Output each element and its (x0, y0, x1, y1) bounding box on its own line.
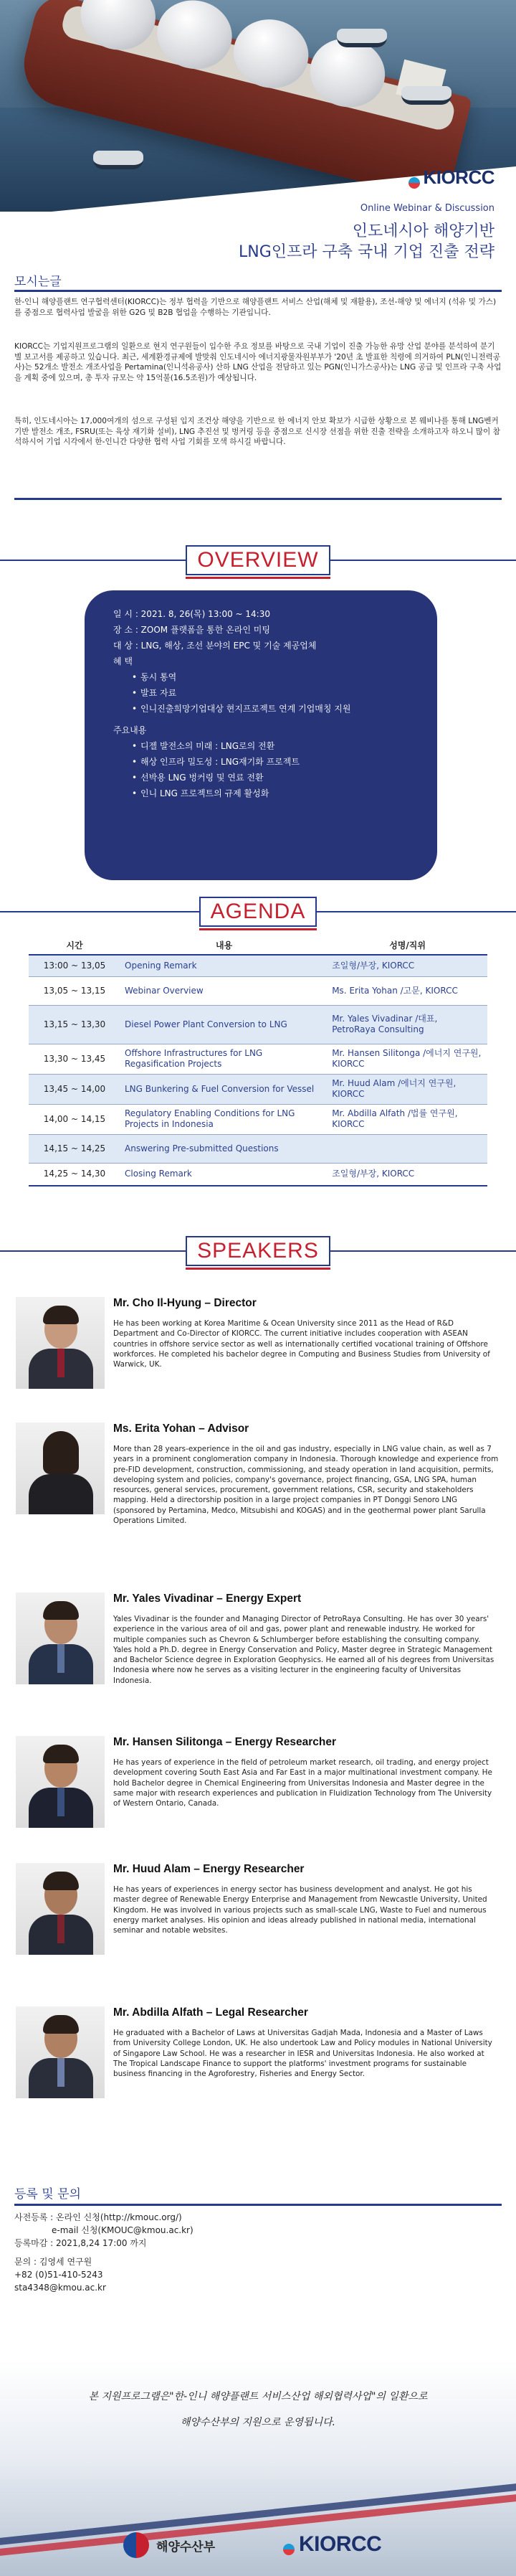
speaker-bio: More than 28 years-experience in the oil and gas industry, especially in LNG value chain, as well as 7 years in a prominent conglomeration company in Indonesia. Thorough knowledge and experience from pre-FID development, construction, commissioning, and steady operation in land acquisition, permits, developing system and policies, company's governance, project financing, GSA, LNG SPA, human resources, general services, procurement, government relations, CSR, security and stakeholders mapping. Held a directorship position in a large project companies in PT Donggi Senoro LNG (sponsored by Pertamina, Medco, Mitsubishi and KOGAS) and in the geothermal power plant Sarulla Operations Limited. (113, 1445, 499, 1526)
agenda-row (29, 976, 487, 1005)
agenda-banner (0, 895, 516, 928)
contact-email[interactable]: sta4348@kmou.ac.kr (14, 2283, 106, 2293)
kiorcc-logo-mark (408, 177, 420, 189)
speaker-name: Ms. Erita Yohan – Advisor (113, 1423, 249, 1435)
agenda-topic: Diesel Power Plant Conversion to LNG (120, 1005, 328, 1044)
speaker-photo (16, 1297, 105, 1389)
agenda-time: 13:00 ~ 13,05 (29, 955, 120, 976)
registration-email[interactable]: e-mail 신청(KMOUC@kmou.ac.kr) (52, 2225, 194, 2235)
speaker-name: Mr. Hansen Silitonga – Energy Researcher (113, 1736, 336, 1748)
greeting-paragraph-2: KIORCC는 기업지원프로그램의 일환으로 현지 연구원들이 입수한 주요 정보를 바탕으로 국내 기업이 진출 가능한 유망 산업 분야를 분석하여 분기별 보고서를 제공하고 있습니다. 최근, 세계환경규제에 발맞춰 인도네시아 에너지광물자원부부가 '20년 초 발표한 칙령에 의거하여 PLN(인니전력공사)는 52개소 발전소 개조사업을 Pertamina(인니석유공사) 산하 LNG 산업을 전담하고 있는 PGN(인니가스공사)는 LNG 공급 및 인프라 구축 사업을 계획 중에 있으며, 총 투자 규모는 약 15억불(16.5조원)가 예상됩니다. (14, 342, 502, 382)
benefit-item: • 동시 통역 (113, 669, 408, 685)
speaker-photo (16, 1593, 105, 1684)
contact-person: 문의 : 김영세 연구원 (14, 2257, 92, 2267)
agenda-time: 14,00 ~ 14,15 (29, 1104, 120, 1134)
agenda-time: 13,30 ~ 13,45 (29, 1044, 120, 1074)
agenda-time: 13,15 ~ 13,30 (29, 1005, 120, 1044)
agenda-speaker: Mr. Abdilla Alfath /법률 연구원, KIORCC (328, 1104, 487, 1134)
speaker-bio: He graduated with a Bachelor of Laws at Universitas Gadjah Mada, Indonesia and a Master of Laws from University College London, UK. He also undertook Law and Policy modules in National University of Singapore Law School. He was a researcher in IESR and Universitas Indonesia. He also worked at The Tropical Landscape Finance to support the platforms' investment programs for sustainable business financing in the Agroforestry, Fisheries and Energy Sector. (113, 2029, 492, 2079)
agenda-row (29, 1044, 487, 1074)
speakers-banner (0, 1234, 516, 1268)
agenda-time: 14,25 ~ 14,30 (29, 1163, 120, 1186)
agenda-speaker: Mr. Hansen Silitonga /에너지 연구원, KIORCC (328, 1044, 487, 1074)
overview-topics-label: 주요내용 (113, 725, 147, 735)
speaker-bio: Yales Vivadinar is the founder and Managing Director of PetroRaya Consulting. He has over 30 years' experience in the various area of oil and gas, power plant and renewable industry. He worked for multiple companies such as Chevron & Schlumberger before establishing the consulting company. Yales hold a Ph.D. degree in Energy Conservation and Policy, Master degree in Strategic Management and Bachelor Science degree in Exploration Geophysics. He earned all of his degrees from Universitas Indonesia where now he serves as a visiting lecturer in the engineering faculty of Universitas Indonesia. (113, 1615, 494, 1685)
agenda-topic: Answering Pre-submitted Questions (120, 1134, 328, 1163)
speaker-name: Mr. Yales Vivadinar – Energy Expert (113, 1593, 302, 1605)
ministry-emblem-icon (123, 2532, 149, 2558)
registration-deadline: 등록마감 : 2021,8,24 17:00 까지 (14, 2238, 147, 2248)
speaker-card (0, 1736, 516, 1836)
speaker-photo (16, 1736, 105, 1828)
agenda-time: 13,45 ~ 14,00 (29, 1074, 120, 1104)
kiorcc-logo-mark (283, 2544, 296, 2557)
speaker-bio: He has years of experiences in energy sector has business development and analyst. He got his master degree of Renewable Energy Enterprise and Management from Newcastle University, United Kingdom. He was involved in various projects such as small-scale LNG, Waste to Fuel and numerous energy market analyses. His opinion and ideas already published in national media, international seminar and notable websites. (113, 1885, 487, 1935)
speaker-card (0, 1297, 516, 1405)
registration-heading: 등록 및 문의 (14, 2187, 81, 2202)
agenda-row (29, 955, 487, 976)
overview-benefits-label: 혜 택 (113, 656, 133, 666)
agenda-row (29, 1104, 487, 1134)
agenda-speaker: Mr. Yales Vivadinar /대표, PetroRaya Consulting (328, 1005, 487, 1044)
agenda-title: AGENDA (199, 897, 317, 927)
agenda-topic: Regulatory Enabling Conditions for LNG Projects in Indonesia (120, 1104, 328, 1134)
contact-phone: +82 (0)51-410-5243 (14, 2270, 103, 2280)
speaker-card (0, 1593, 516, 1707)
agenda-speaker (328, 1134, 487, 1163)
footer-kiorcc-logo: KIORCC (283, 2532, 381, 2557)
agenda-speaker: Mr. Huud Alam /에너지 연구원, KIORCC (328, 1074, 487, 1104)
agenda-topic: Offshore Infrastructures for LNG Regasification Projects (120, 1044, 328, 1074)
overview-banner (0, 544, 516, 577)
agenda-time: 13,05 ~ 13,15 (29, 976, 120, 1005)
topic-item: • 인니 LNG 프로젝트의 규제 활성화 (113, 785, 408, 801)
agenda-header-time: 시간 (29, 936, 120, 955)
agenda-speaker: Ms. Erita Yohan /고문, KIORCC (328, 976, 487, 1005)
greeting-heading: 모시는글 (14, 275, 62, 289)
speaker-name: Mr. Cho Il-Hyung – Director (113, 1297, 257, 1309)
event-tagline: Online Webinar & Discussion (360, 203, 494, 214)
registration-rule (14, 2204, 502, 2206)
speaker-photo (16, 1423, 105, 1514)
speaker-card (0, 2006, 516, 2121)
topic-item: • 디젤 발전소의 미래 : LNG로의 전환 (113, 738, 408, 754)
agenda-row (29, 1134, 487, 1163)
agenda-time: 14,15 ~ 14,25 (29, 1134, 120, 1163)
topic-item: • 선박용 LNG 벙커링 및 연료 전환 (113, 770, 408, 785)
greeting-paragraph-3: 특히, 인도네시아는 17,000여개의 섬으로 구성된 입지 조건상 해양을 기반으로 한 에너지 안보 확보가 시급한 상황으로 본 웨비나를 통해 LNG벤커 기반 발전소 개조, FSRU(또는 육상 재기화 설비), LNG 추진선 및 벙커링 등을 중점으로 신시장 선점을 위한 진출 전략을 소개하고자 하오니 많이 참석하시어 기업 시각에서 한-인니간 다양한 협력 사업 기회를 모색 하시길 바랍니다. (14, 417, 500, 446)
greeting-rule (14, 290, 502, 292)
support-note-line1: 본 지원프로그램은"한-인니 해양플랜트 서비스산업 해외협력사업"의 일환으로 (88, 2391, 428, 2402)
kiorcc-logo: KIORCC (408, 166, 494, 189)
speaker-photo (16, 1863, 105, 1955)
agenda-topic: Opening Remark (120, 955, 328, 976)
overview-place: 장 소 : ZOOM 플랫폼을 통한 온라인 미팅 (113, 625, 270, 635)
speaker-bio: He has been working at Korea Maritime & Ocean University since 2011 as the Head of R&D Department and Co-Director of KIORCC. The current initiative includes cooperation with ASEAN countries in offshore service sector as well as internationally certified vocational training of Offshore workforces. He completed his bachelor degree in Computing and Business Studies from University of Warwick, UK. (113, 1319, 490, 1369)
benefit-item: • 발표 자료 (113, 685, 408, 701)
agenda-speaker: 조일형/부장, KIORCC (328, 1163, 487, 1186)
speakers-title: SPEAKERS (186, 1236, 330, 1266)
agenda-speaker: 조일형/부장, KIORCC (328, 955, 487, 976)
greeting-paragraph-1: 한-인니 해양플랜트 연구협력센터(KIORCC)는 정부 협력을 기반으로 해양플랜트 서비스 산업(해체 및 재활용), 조선-해양 및 에너지 (석유 및 가스)를 중점으로 협력사업 발굴을 위한 G2G 및 B2B 협업을 수행하는 기관입니다. (14, 298, 497, 317)
agenda-topic: Closing Remark (120, 1163, 328, 1186)
speaker-photo (16, 2006, 105, 2098)
event-title-line2: LNG인프라 구축 국내 기업 진출 전략 (238, 243, 494, 261)
overview-target: 대 상 : LNG, 해상, 조선 분야의 EPC 및 기술 제공업체 (113, 641, 317, 651)
agenda-header-row (29, 936, 487, 955)
ministry-logo: 해양수산부 (123, 2532, 215, 2558)
overview-panel (85, 590, 437, 880)
registration-online[interactable]: 사전등록 : 온라인 신청(http://kmouc.org/) (14, 2212, 182, 2222)
speaker-name: Mr. Abdilla Alfath – Legal Researcher (113, 2006, 308, 2019)
event-title-line1: 인도네시아 해양기반 (352, 222, 494, 240)
agenda-row (29, 1005, 487, 1044)
overview-date: 일 시 : 2021. 8, 26(목) 13:00 ~ 14:30 (113, 609, 270, 619)
agenda-topic: Webinar Overview (120, 976, 328, 1005)
registration-info (14, 2211, 194, 2294)
overview-title: OVERVIEW (186, 545, 330, 575)
greeting-bottom-rule (14, 498, 502, 500)
agenda-row (29, 1163, 487, 1186)
benefit-item: • 인니진출희망기업대상 현지프로젝트 연계 기업매칭 지원 (113, 701, 408, 717)
agenda-table (29, 936, 487, 1186)
agenda-header-topic: 내용 (120, 936, 328, 955)
agenda-header-speaker: 성명/직위 (328, 936, 487, 955)
agenda-topic: LNG Bunkering & Fuel Conversion for Vessel (120, 1074, 328, 1104)
speaker-card (0, 1863, 516, 1963)
agenda-row (29, 1074, 487, 1104)
speaker-bio: He has years of experience in the field of petroleum market research, oil trading, and energy project development covering South East Asia and Far East in a major multinational investment company. He hold Bachelor degree in Chemical Engineering from Universitas Indonesia and Master degree in the same major with research experiences and publication in Fluidization Technology from The University of Western Ontario, Canada. (113, 1758, 492, 1808)
topic-item: • 해상 인프라 밀도성 : LNG재기화 프로젝트 (113, 754, 408, 770)
speaker-name: Mr. Huud Alam – Energy Researcher (113, 1863, 305, 1875)
support-note-line2: 해양수산부의 지원으로 운영됩니다. (180, 2417, 336, 2428)
speaker-card (0, 1423, 516, 1544)
